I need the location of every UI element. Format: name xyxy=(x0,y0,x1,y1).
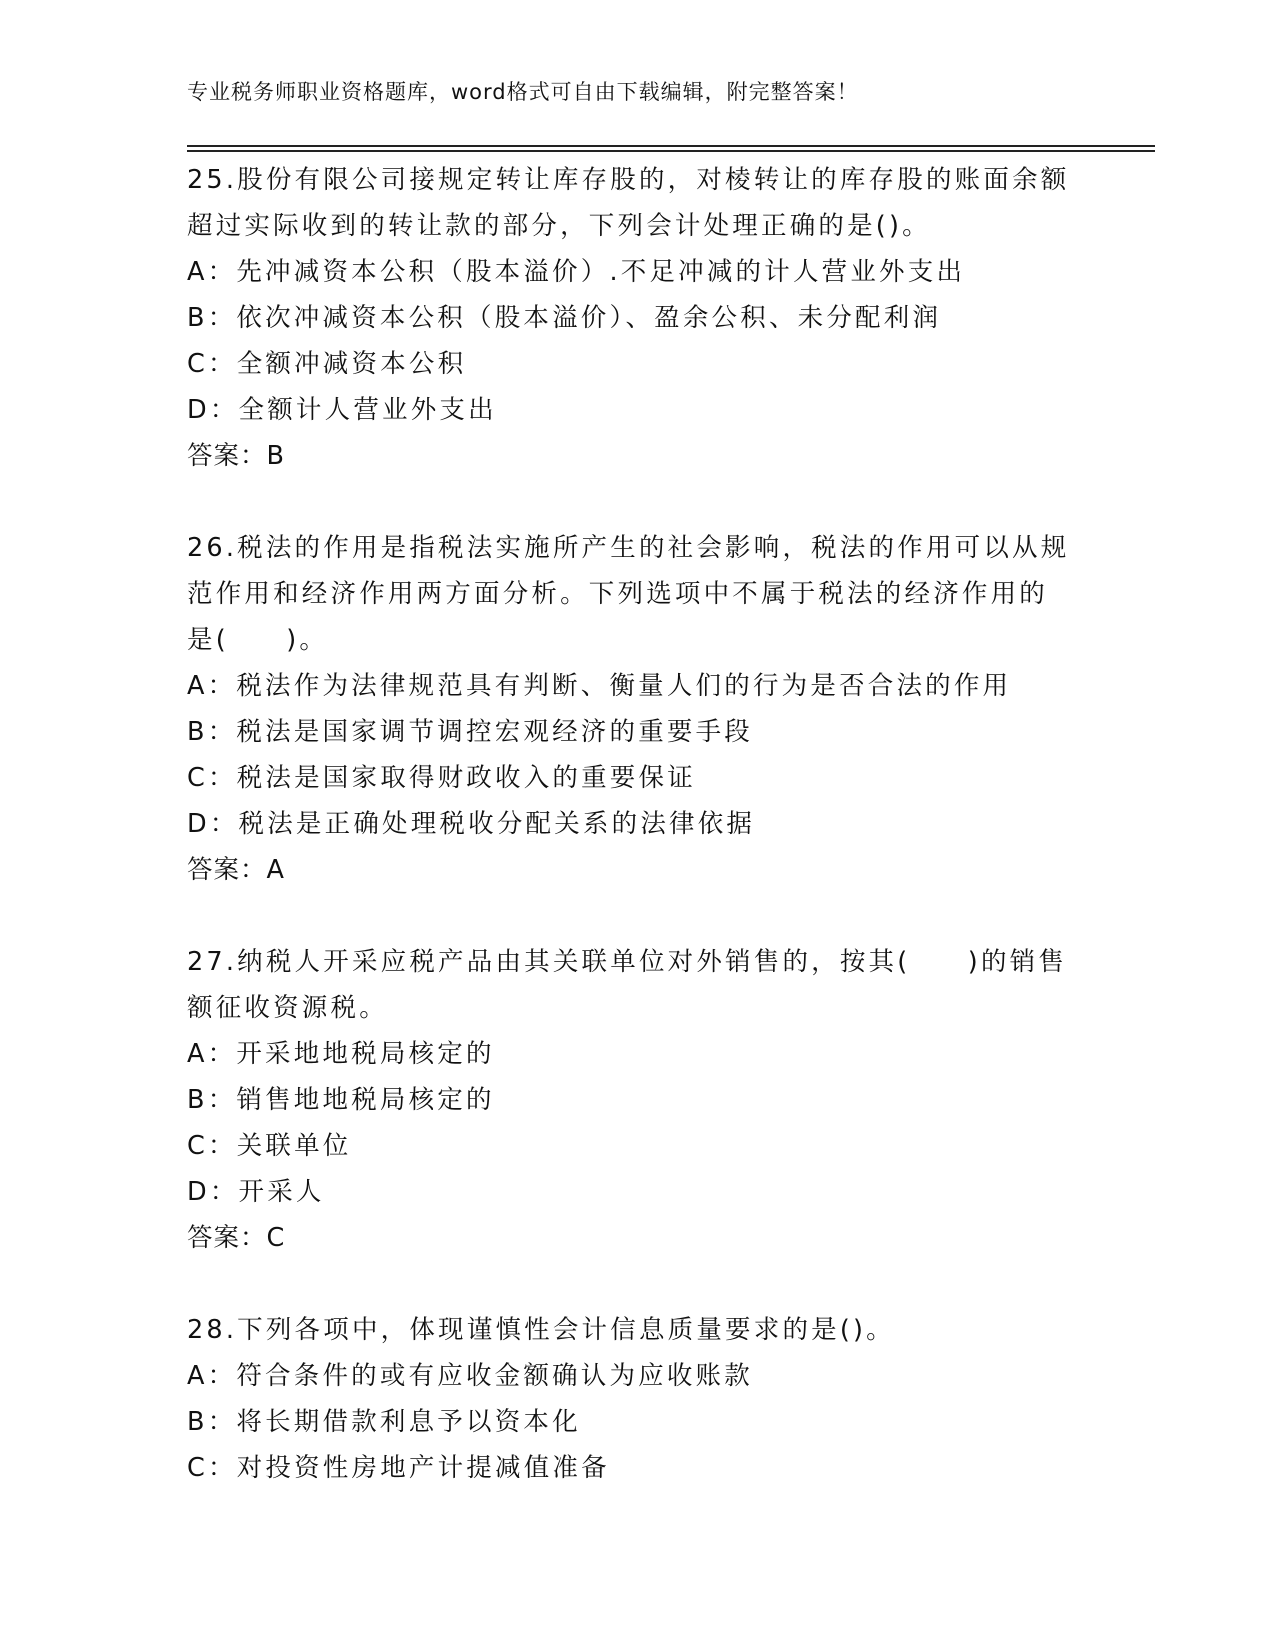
option-c: C：对投资性房地产计提减值准备 xyxy=(187,1453,610,1483)
header-divider-secondary xyxy=(187,150,1155,152)
option-a: A：符合条件的或有应收金额确认为应收账款 xyxy=(187,1361,753,1391)
option-c: C：全额冲减资本公积 xyxy=(187,349,467,379)
question-stem-line: 25.股份有限公司接规定转让库存股的，对棱转让的库存股的账面余额 xyxy=(187,165,1070,195)
option-c: C：税法是国家取得财政收入的重要保证 xyxy=(187,763,696,793)
question-stem-line: 27.纳税人开采应税产品由其关联单位对外销售的，按其( )的销售 xyxy=(187,947,1068,977)
question-stem-line: 范作用和经济作用两方面分析。下列选项中不属于税法的经济作用的 xyxy=(187,579,1049,609)
option-c: C：关联单位 xyxy=(187,1131,352,1161)
option-b: B：将长期借款利息予以资本化 xyxy=(187,1407,581,1437)
question-stem-line: 26.税法的作用是指税法实施所产生的社会影响，税法的作用可以从规 xyxy=(187,533,1070,563)
option-b: B：税法是国家调节调控宏观经济的重要手段 xyxy=(187,717,753,747)
answer: 答案：A xyxy=(187,855,285,885)
question-stem-line: 额征收资源税。 xyxy=(187,993,388,1023)
question-25 xyxy=(187,157,1087,479)
option-d: D：税法是正确处理税收分配关系的法律依据 xyxy=(187,809,756,839)
question-list xyxy=(187,157,1087,1491)
option-d: D：开采人 xyxy=(187,1177,325,1207)
spacer xyxy=(187,479,1087,525)
option-a: A：先冲减资本公积（股本溢价）.不足冲减的计人营业外支出 xyxy=(187,257,966,287)
question-stem-line: 28.下列各项中，体现谨慎性会计信息质量要求的是()。 xyxy=(187,1315,895,1345)
question-28 xyxy=(187,1307,1087,1491)
answer: 答案：B xyxy=(187,441,285,471)
option-a: A：开采地地税局核定的 xyxy=(187,1039,495,1069)
option-a: A：税法作为法律规范具有判断、衡量人们的行为是否合法的作用 xyxy=(187,671,1012,701)
option-d: D：全额计人营业外支出 xyxy=(187,395,497,425)
option-b: B：销售地地税局核定的 xyxy=(187,1085,495,1115)
spacer xyxy=(187,1261,1087,1307)
page-header: 专业税务师职业资格题库，word格式可自由下载编辑，附完整答案！ xyxy=(187,80,859,104)
spacer xyxy=(187,893,1087,939)
question-27 xyxy=(187,939,1087,1261)
answer: 答案：C xyxy=(187,1223,286,1253)
header-divider xyxy=(187,145,1155,147)
question-stem-line: 超过实际收到的转让款的部分，下列会计处理正确的是()。 xyxy=(187,211,931,241)
option-b: B：依次冲减资本公积（股本溢价）、盈余公积、未分配利润 xyxy=(187,303,942,333)
question-26 xyxy=(187,525,1087,893)
question-stem-line: 是( )。 xyxy=(187,625,329,655)
